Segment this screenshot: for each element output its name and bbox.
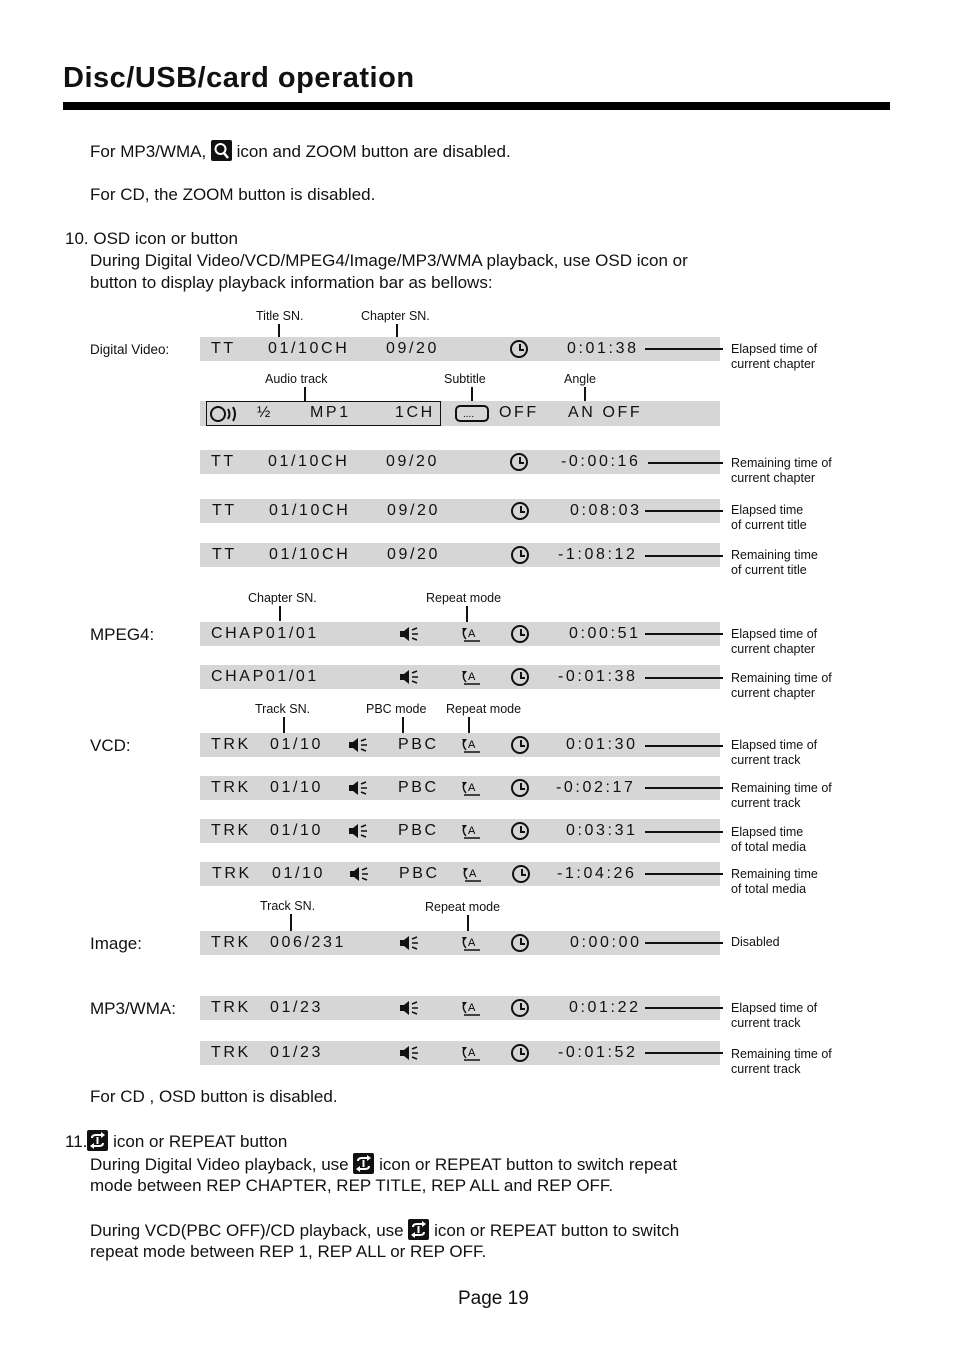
osd-field: PBC: [398, 736, 439, 753]
osd-field: 01/10: [272, 865, 326, 882]
clock-icon: [511, 546, 529, 564]
repeat-icon: [461, 736, 481, 754]
angle-label: Angle: [564, 372, 596, 386]
osd-desc: Elapsed time of total media: [731, 825, 807, 854]
tick: [279, 606, 281, 621]
repeat-icon: [87, 1130, 108, 1151]
osd-field: TRK: [211, 1044, 251, 1061]
osd-field: OFF: [499, 404, 539, 421]
osd-field: 09/20: [386, 453, 440, 470]
repeat-icon: [461, 625, 481, 643]
osd-desc: Elapsed time of current chapter: [731, 342, 818, 371]
page-number: Page 19: [458, 1288, 529, 1309]
item10-heading: 10. OSD icon or button: [65, 229, 238, 248]
repeat-mode-label: Repeat mode: [446, 702, 522, 716]
osd-time: -0:02:17: [556, 779, 636, 796]
osd-desc: Remaining time of current track: [731, 1047, 832, 1076]
clock-icon: [511, 668, 529, 686]
speaker-icon: [348, 780, 368, 796]
leader-line: [645, 942, 723, 944]
osd-time: 0:08:03: [570, 502, 642, 519]
osd-bar-v1: [200, 733, 720, 757]
osd-bar-v4: [200, 862, 720, 886]
osd-field: 01/10: [270, 822, 324, 839]
osd-field: 01/10CH: [269, 546, 351, 563]
tick: [396, 324, 398, 338]
repeat-icon: [353, 1153, 374, 1174]
intro-text-a: For MP3/WMA,: [90, 142, 207, 161]
chapter-sn-label: Chapter SN.: [248, 591, 317, 605]
tick: [466, 606, 468, 623]
leader-line: [645, 1052, 723, 1054]
tick: [468, 717, 470, 734]
osd-time: 0:00:00: [570, 934, 642, 951]
image-label: Image:: [90, 934, 142, 953]
osd-bar-dv4: [200, 499, 720, 523]
osd-bar-dv3: [200, 450, 720, 474]
osd-bar-m1: [200, 622, 720, 646]
osd-desc: Remaining time of current title: [731, 548, 818, 577]
osd-field: TT: [212, 502, 237, 519]
leader-line: [645, 831, 723, 833]
osd-field: 01/10CH: [269, 502, 351, 519]
leader-line: [645, 555, 723, 557]
tick: [278, 324, 280, 338]
pbc-mode-label: PBC mode: [366, 702, 427, 716]
osd-time: -0:01:38: [558, 668, 638, 685]
item11-text: icon or REPEAT button to switch: [434, 1221, 680, 1240]
osd-time: 0:03:31: [566, 822, 638, 839]
osd-bar-v2: [200, 776, 720, 800]
digital-video-label: Digital Video:: [90, 342, 170, 357]
item11-heading: [65, 1130, 287, 1153]
clock-icon: [511, 736, 529, 754]
svg-text:A: A: [468, 825, 476, 837]
osd-field: ½: [257, 404, 273, 421]
audio-track-label: Audio track: [265, 372, 328, 386]
osd-field: TT: [212, 546, 237, 563]
osd-time: 0:01:38: [567, 340, 639, 357]
item11-number: 11.: [65, 1132, 88, 1151]
osd-field: PBC: [398, 822, 439, 839]
svg-text:....: ....: [463, 409, 475, 420]
osd-desc: Elapsed time of current title: [731, 503, 807, 532]
osd-time: -0:00:16: [561, 453, 641, 470]
leader-line: [645, 787, 723, 789]
speaker-icon: [399, 1045, 419, 1061]
item11-text: icon or REPEAT button to switch repeat: [379, 1155, 678, 1174]
title-rule: [63, 102, 890, 110]
item10-line-2: button to display playback information bar as bellows:: [90, 273, 493, 292]
osd-field: TRK: [211, 934, 251, 951]
speaker-icon: [348, 737, 368, 753]
osd-bar-dv5: [200, 543, 720, 567]
osd-field: 01/23: [270, 1044, 324, 1061]
repeat-icon: [461, 822, 481, 840]
clock-icon: [511, 934, 529, 952]
svg-text:A: A: [468, 671, 476, 683]
svg-text:A: A: [468, 782, 476, 794]
vcd-label: VCD:: [90, 736, 131, 755]
page-title: Disc/USB/card operation: [63, 62, 415, 94]
intro-text-b: icon and ZOOM button are disabled.: [236, 142, 511, 161]
item11-line-3: [90, 1219, 679, 1242]
zoom-icon: [211, 140, 232, 161]
osd-field: 09/20: [386, 340, 440, 357]
item11-line-2: mode between REP CHAPTER, REP TITLE, REP ALL and REP OFF.: [90, 1176, 614, 1195]
osd-field: TRK: [212, 865, 252, 882]
osd-desc: Elapsed time of current track: [731, 1001, 818, 1030]
subtitle-label: Subtitle: [444, 372, 486, 386]
speaker-icon: [399, 1000, 419, 1016]
repeat-icon: [461, 779, 481, 797]
clock-icon: [511, 1044, 529, 1062]
clock-icon: [511, 779, 529, 797]
osd-field: 01/10CH: [268, 453, 350, 470]
osd-bar-w1: [200, 996, 720, 1020]
osd-bar-m2: [200, 665, 720, 689]
osd-field: PBC: [398, 779, 439, 796]
clock-icon: [511, 625, 529, 643]
item11-line-4: repeat mode between REP 1, REP ALL or REP OFF.: [90, 1242, 487, 1261]
osd-desc: Remaining time of current track: [731, 781, 832, 810]
speaker-icon: [399, 626, 419, 642]
clock-icon: [511, 502, 529, 520]
clock-icon: [510, 340, 528, 358]
speaker-icon: [348, 823, 368, 839]
leader-line: [645, 873, 723, 875]
track-sn-label: Track SN.: [260, 899, 316, 913]
osd-bar-v3: [200, 819, 720, 843]
osd-desc: Remaining time of current chapter: [731, 456, 832, 485]
osd-time: -0:01:52: [558, 1044, 638, 1061]
osd-field: 01/10: [270, 736, 324, 753]
svg-text:A: A: [468, 937, 476, 949]
repeat-mode-label: Repeat mode: [426, 591, 502, 605]
osd-field: 1CH: [395, 404, 435, 421]
clock-icon: [511, 822, 529, 840]
osd-field: AN OFF: [568, 404, 643, 421]
osd-bar-dv1: [200, 337, 720, 361]
chapter-sn-label: Chapter SN.: [361, 309, 430, 323]
svg-text:A: A: [468, 1047, 476, 1059]
repeat-icon: [461, 999, 481, 1017]
track-sn-label: Track SN.: [255, 702, 311, 716]
osd-desc: Disabled: [731, 935, 780, 949]
osd-field: TRK: [211, 779, 251, 796]
title-sn-label: Title SN.: [256, 309, 304, 323]
osd-time: 0:01:22: [569, 999, 641, 1016]
repeat-icon: [462, 865, 482, 883]
osd-time: -1:08:12: [558, 546, 638, 563]
osd-field: 01/23: [270, 999, 324, 1016]
leader-line: [648, 462, 723, 464]
tick: [402, 717, 404, 734]
osd-field: PBC: [399, 865, 440, 882]
osd-field: TRK: [211, 999, 251, 1016]
osd-desc: Elapsed time of current chapter: [731, 627, 818, 656]
clock-icon: [510, 453, 528, 471]
intro-line-1: [90, 140, 511, 163]
osd-field: 09/20: [387, 502, 441, 519]
osd-field: MP1: [310, 404, 351, 421]
repeat-icon: [461, 934, 481, 952]
tick: [290, 914, 292, 932]
item10-line-1: During Digital Video/VCD/MPEG4/Image/MP3/WMA playback, use OSD icon or: [90, 251, 688, 270]
osd-field: TT: [211, 453, 236, 470]
repeat-icon: [461, 668, 481, 686]
speaker-icon: [349, 866, 369, 882]
speaker-icon: [399, 935, 419, 951]
osd-time: 0:01:30: [566, 736, 638, 753]
clock-icon: [511, 999, 529, 1017]
tick: [304, 387, 306, 401]
mp3wma-label: MP3/WMA:: [90, 999, 176, 1018]
intro-line-2: For CD, the ZOOM button is disabled.: [90, 185, 376, 204]
osd-field: TT: [211, 340, 236, 357]
item11-text: During Digital Video playback, use: [90, 1155, 349, 1174]
osd-desc: Remaining time of current chapter: [731, 671, 832, 700]
leader-line: [645, 1007, 723, 1009]
cd-osd-note: For CD , OSD button is disabled.: [90, 1087, 338, 1106]
osd-time: 0:00:51: [569, 625, 641, 642]
svg-text:A: A: [468, 739, 476, 751]
svg-text:A: A: [468, 1002, 476, 1014]
osd-bar-w2: [200, 1041, 720, 1065]
osd-desc: Elapsed time of current track: [731, 738, 818, 767]
osd-time: -1:04:26: [557, 865, 637, 882]
subtitle-icon: [455, 405, 489, 422]
svg-text:A: A: [469, 868, 477, 880]
osd-field: 006/231: [270, 934, 347, 951]
osd-field: 09/20: [387, 546, 441, 563]
repeat-mode-label: Repeat mode: [425, 900, 501, 914]
item11-line-1: [90, 1153, 677, 1176]
osd-field: 01/10: [270, 779, 324, 796]
osd-field: TRK: [211, 736, 251, 753]
clock-icon: [512, 865, 530, 883]
osd-desc: Remaining time of total media: [731, 867, 818, 896]
osd-field: 01/10CH: [268, 340, 350, 357]
osd-bar-i1: [200, 931, 720, 955]
tick: [283, 717, 285, 734]
osd-field: CHAP01/01: [211, 668, 319, 685]
leader-line: [645, 633, 723, 635]
leader-line: [645, 745, 723, 747]
leader-line: [645, 348, 723, 350]
osd-field: CHAP01/01: [211, 625, 319, 642]
osd-field: TRK: [211, 822, 251, 839]
item11-heading-text: icon or REPEAT button: [113, 1132, 288, 1151]
repeat-icon: [461, 1044, 481, 1062]
repeat-icon: [408, 1219, 429, 1240]
mpeg4-label: MPEG4:: [90, 625, 155, 644]
leader-line: [645, 510, 723, 512]
leader-line: [645, 677, 723, 679]
svg-text:A: A: [468, 628, 476, 640]
item11-text: During VCD(PBC OFF)/CD playback, use: [90, 1221, 404, 1240]
osd-bar-dv2: [200, 401, 720, 426]
audio-icon: [210, 405, 240, 423]
speaker-icon: [399, 669, 419, 685]
